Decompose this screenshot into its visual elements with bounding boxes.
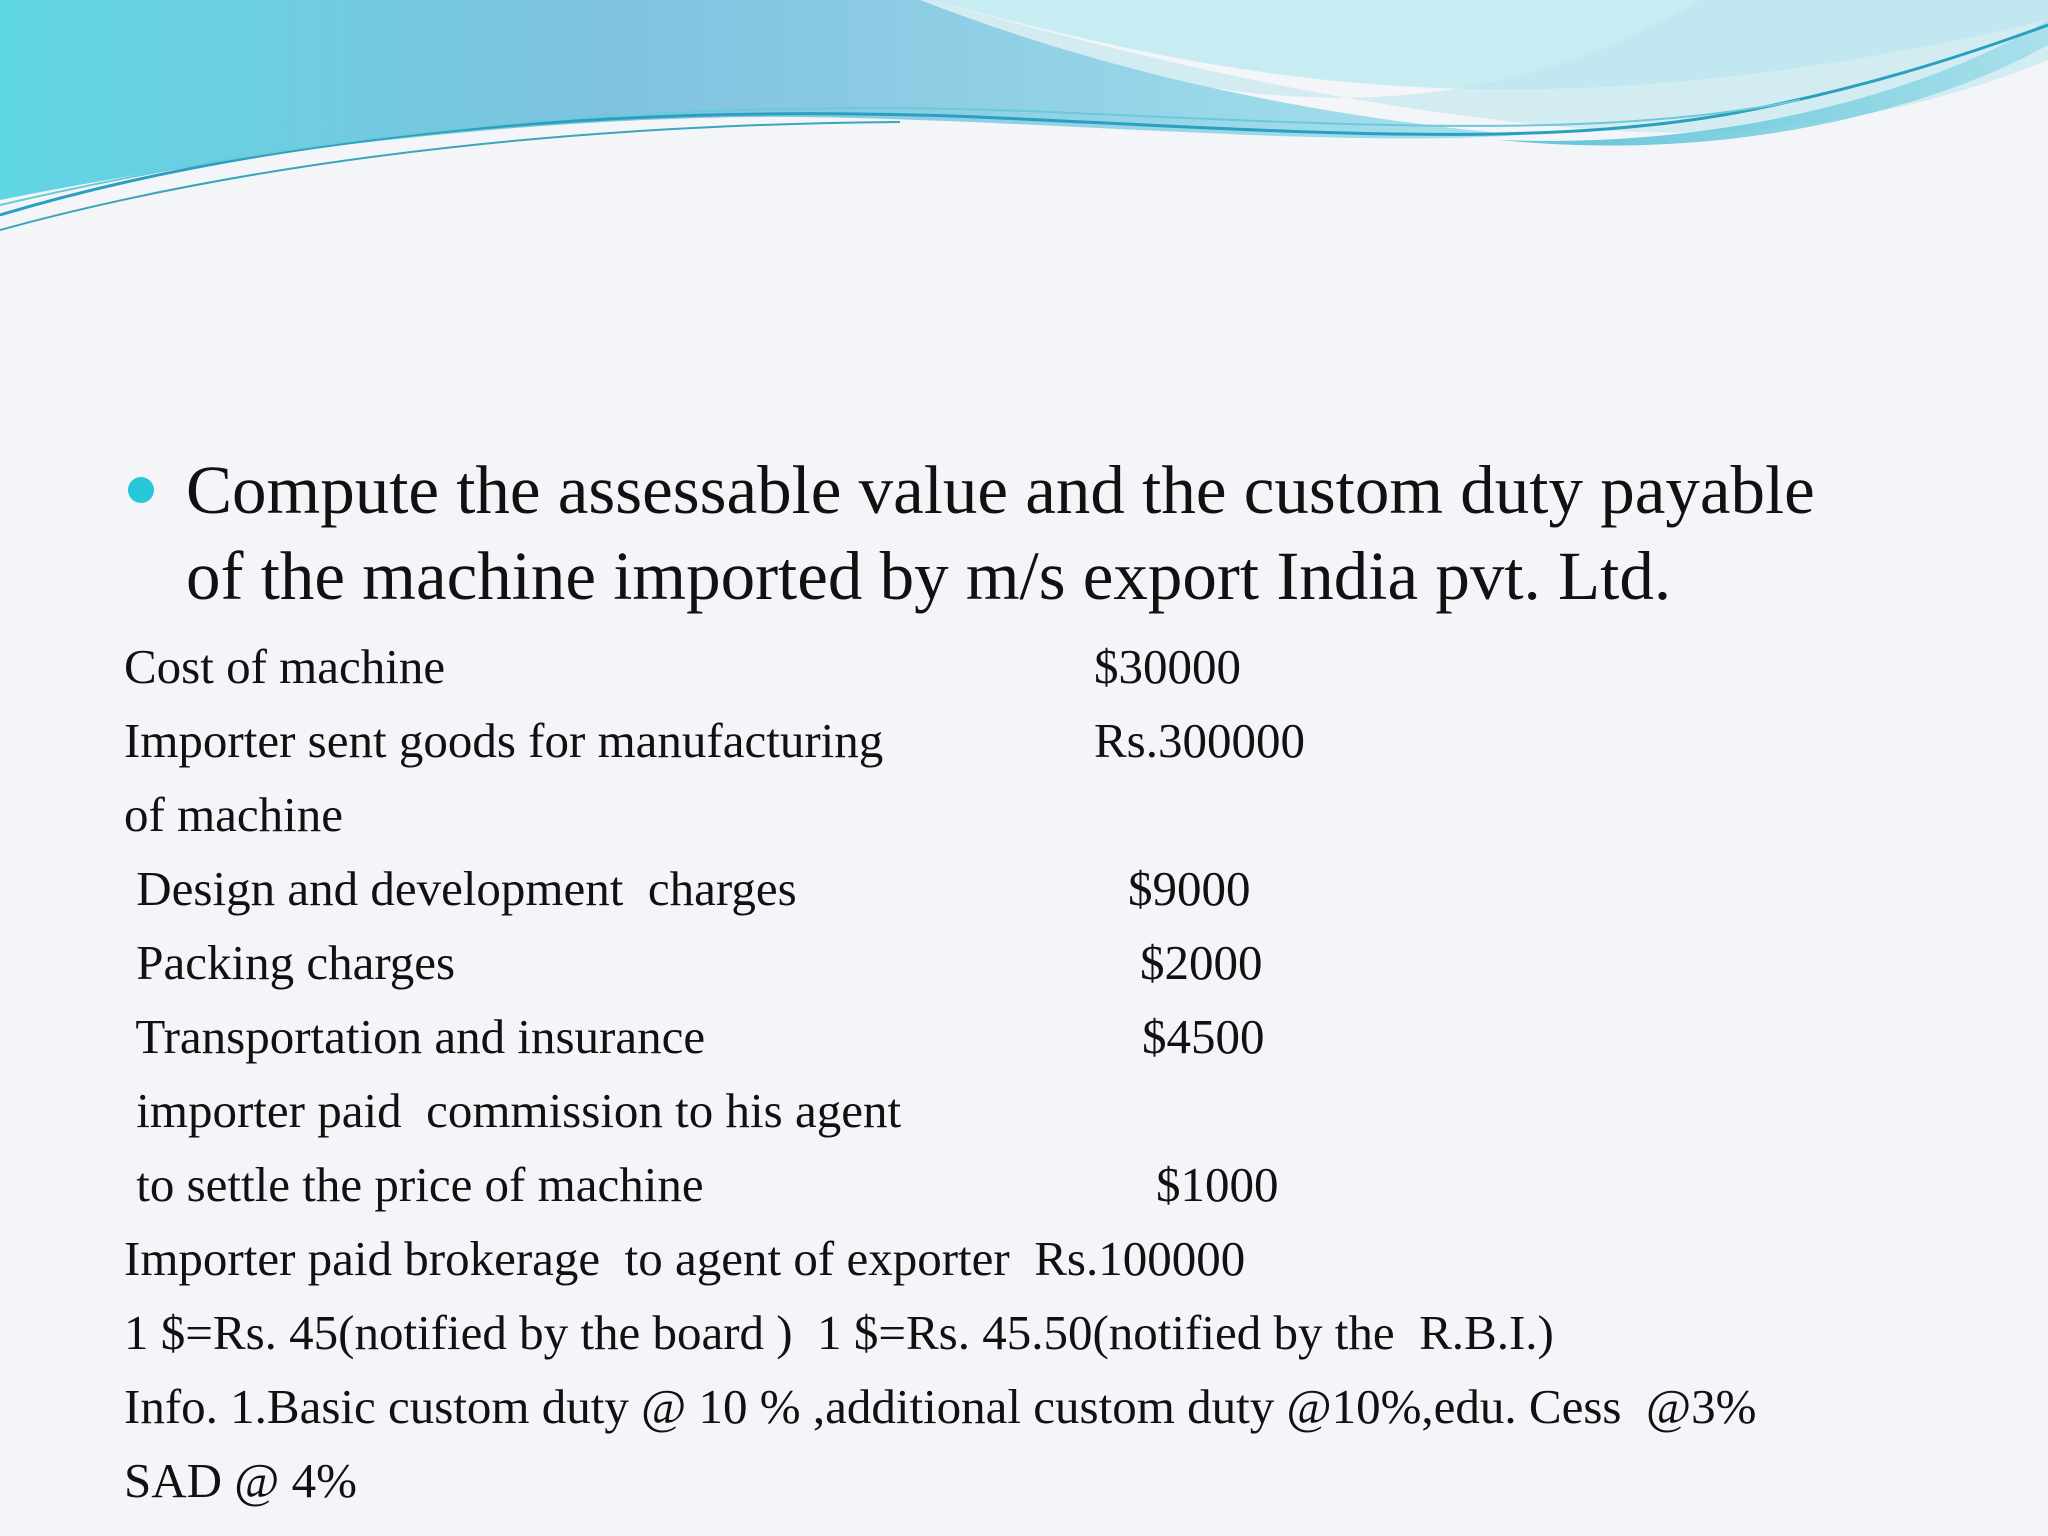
item-amount: $1000 (1156, 1157, 1279, 1212)
item-amount: Rs.300000 (1094, 713, 1306, 768)
item-label: importer paid commission to his agent (124, 1083, 902, 1138)
item-amount: $30000 (1094, 639, 1241, 694)
header-wave-banner (0, 0, 2048, 240)
question-line-1: Compute the assessable value and the custom duty payable (186, 452, 1815, 528)
item-label: Importer sent goods for manufacturing (124, 713, 884, 768)
item-label: of machine (124, 787, 344, 842)
item-label: Packing charges (124, 935, 456, 990)
item-label: Importer paid brokerage to agent of exporter Rs.100000 (124, 1231, 1246, 1286)
question-text (186, 447, 2046, 619)
item-label: to settle the price of machine (124, 1157, 704, 1212)
item-label: 1 $=Rs. 45(notified by the board ) 1 $=Rs. 45.50(notified by the R.B.I.) (124, 1305, 1554, 1360)
item-label: Cost of machine (124, 639, 446, 694)
item-label: SAD @ 4% (124, 1453, 357, 1508)
item-label: Info. 1.Basic custom duty @ 10 % ,additional custom duty @10%,edu. Cess @3% (124, 1379, 1757, 1434)
item-label: Design and development charges (124, 861, 797, 916)
item-amount: $9000 (1128, 861, 1251, 916)
bullet-point-icon (128, 477, 154, 503)
item-label: Transportation and insurance (124, 1009, 706, 1064)
question-line-2: of the machine imported by m/s export India pvt. Ltd. (186, 538, 1672, 614)
item-amount: $4500 (1142, 1009, 1265, 1064)
item-amount: $2000 (1140, 935, 1263, 990)
